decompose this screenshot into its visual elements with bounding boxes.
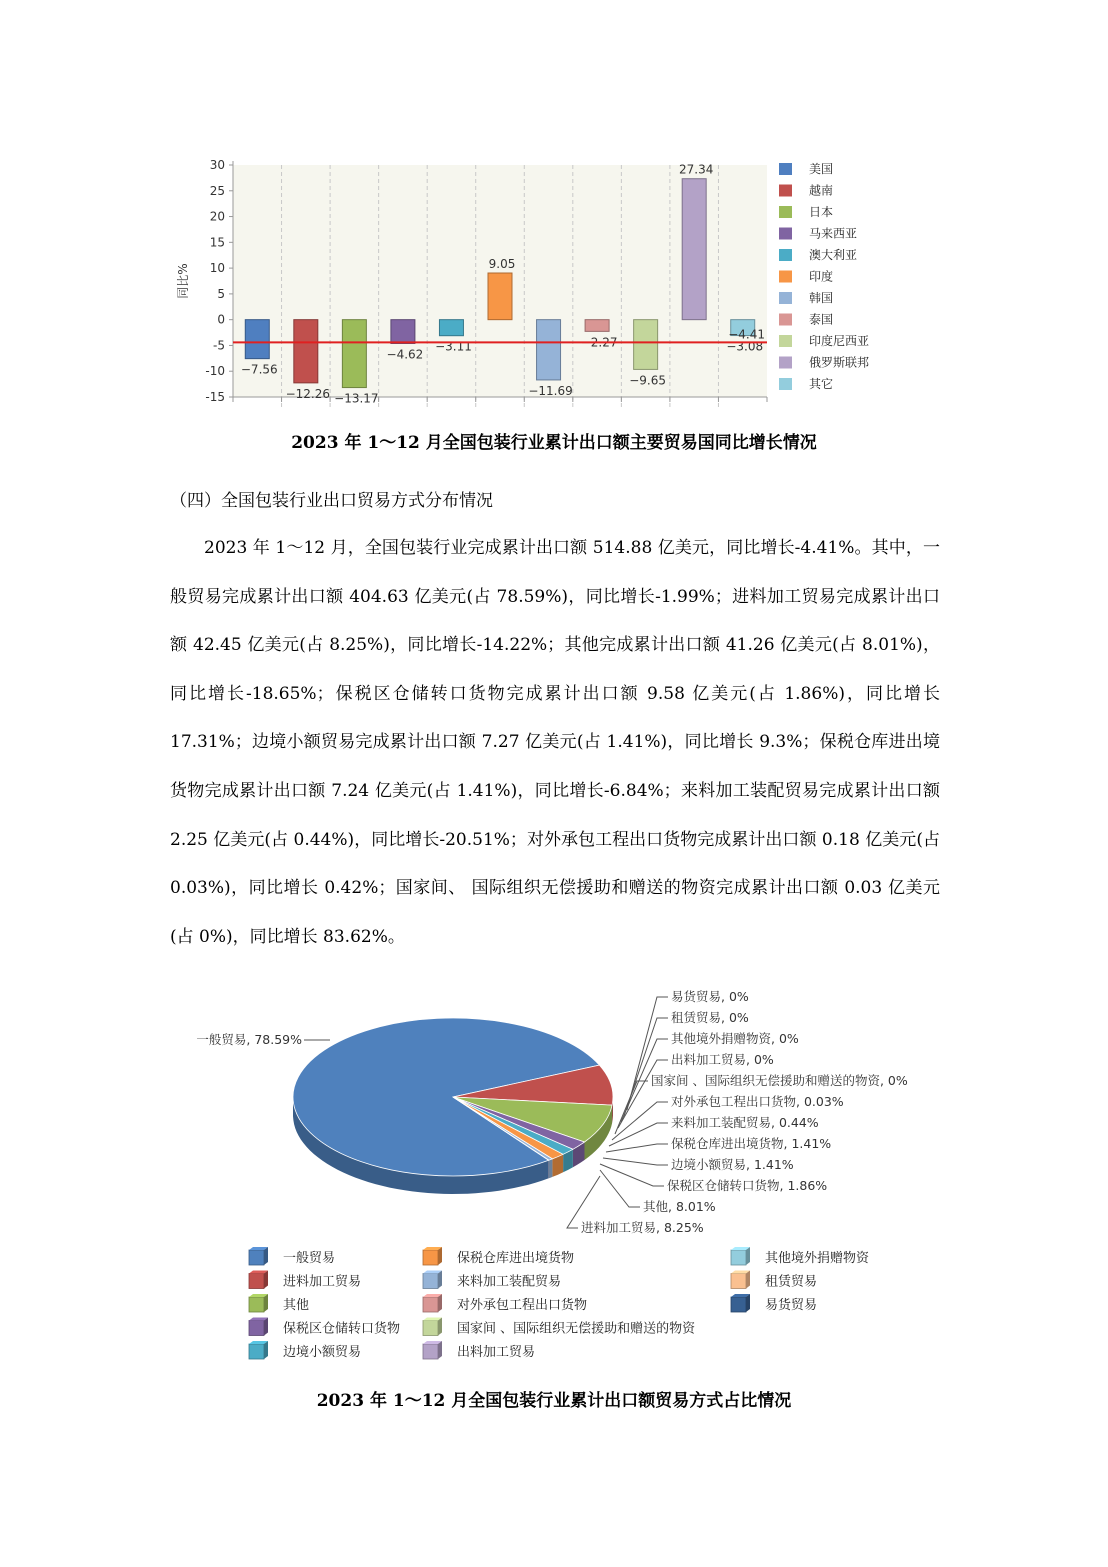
- bar-俄罗斯联邦: [682, 179, 706, 320]
- bar-韩国: [537, 320, 561, 380]
- legend-item-印度: 印度: [809, 269, 834, 284]
- y-tick-label: 20: [209, 209, 225, 224]
- pie-label-出料加工贸易: 出料加工贸易, 0%: [671, 1052, 774, 1067]
- legend-swatch: [249, 1250, 264, 1265]
- bar-data-label: −11.69: [528, 383, 573, 398]
- bar-印度: [488, 273, 512, 320]
- pie-label-进料加工贸易: 进料加工贸易, 8.25%: [581, 1220, 704, 1235]
- bar-data-label: −7.56: [240, 362, 278, 377]
- y-tick-label: -5: [213, 338, 225, 353]
- bar-data-label: −4.62: [386, 347, 424, 362]
- legend-item-易货贸易: 易货贸易: [765, 1298, 818, 1313]
- legend-item-韩国: 韩国: [809, 291, 834, 305]
- legend-item-来料加工装配贸易: 来料加工装配贸易: [457, 1274, 562, 1290]
- legend-swatch-side: [746, 1247, 750, 1265]
- legend-item-泰国: 泰国: [809, 312, 834, 327]
- bar-印度尼西亚: [634, 320, 658, 370]
- bar-chart-caption: 2023 年 1～12 月全国包装行业累计出口额主要贸易国同比增长情况: [291, 433, 817, 453]
- legend-item-日本: 日本: [809, 205, 834, 219]
- pie-chart: [165, 980, 955, 1375]
- legend-item-澳大利亚: 澳大利亚: [809, 248, 858, 262]
- legend-swatch: [249, 1344, 264, 1359]
- legend-swatch: [731, 1297, 746, 1312]
- section-heading: （四）全国包装行业出口贸易方式分布情况: [170, 491, 493, 511]
- legend-swatch-side: [438, 1294, 442, 1312]
- pie-leader-line: [624, 1018, 668, 1116]
- legend-swatch-side: [438, 1271, 442, 1289]
- bar-data-label: −3.08: [726, 339, 764, 354]
- legend-swatch: [779, 357, 792, 369]
- bar-data-label: 27.34: [679, 162, 714, 177]
- legend-swatch-side: [264, 1341, 268, 1359]
- pie-leader-line: [600, 1170, 640, 1207]
- legend-swatch-side: [746, 1271, 750, 1289]
- legend-swatch: [423, 1344, 438, 1359]
- bar-data-label: 9.05: [488, 257, 516, 272]
- y-tick-label: 0: [217, 312, 225, 327]
- legend-item-保税仓库进出境货物: 保税仓库进出境货物: [457, 1251, 575, 1266]
- pie-label-其他境外捐赠物资: 其他境外捐赠物资, 0%: [671, 1031, 799, 1046]
- legend-item-越南: 越南: [809, 183, 834, 198]
- y-tick-label: 15: [209, 235, 225, 250]
- pie-leader-line: [615, 1081, 648, 1134]
- pie-label-一般贸易: 一般贸易, 78.59%: [196, 1032, 302, 1047]
- bar-美国: [245, 320, 269, 359]
- legend-item-其他: 其他: [283, 1298, 310, 1313]
- legend-swatch: [423, 1297, 438, 1312]
- legend-item-马来西亚: 马来西亚: [809, 226, 858, 241]
- y-tick-label: 10: [209, 261, 225, 276]
- bar-data-label: −13.17: [334, 391, 379, 406]
- bar-data-label: −9.65: [629, 373, 667, 388]
- legend-swatch: [249, 1297, 264, 1312]
- legend-item-出料加工贸易: 出料加工贸易: [457, 1345, 536, 1360]
- y-tick-label: 5: [217, 286, 225, 301]
- legend-swatch: [249, 1321, 264, 1336]
- pie-label-保税仓库进出境货物: 保税仓库进出境货物, 1.41%: [671, 1136, 832, 1151]
- y-tick-label: -15: [205, 390, 225, 404]
- body-paragraph: 2023 年 1～12 月，全国包装行业完成累计出口额 514.88 亿美元，同比增长-4.41%。其中，一般贸易完成累计出口额 404.63 亿美元(占 78.59%)，同比增长-1.99%；进料加工贸易完成累计出口额 42.45 亿美元(占 8.25%)，同比增长-14.22%；其他完成累计出口额 41.26 亿美元(占 8.01%)，同比增长-18.65%；保税区仓储转口货物完成累计出口额 9.58 亿美元(占 1.86%)，同比增长 17.31%；边境小额贸易完成累计出口额 7.27 亿美元(占 1.41%)，同比增长 9.3%；保税仓库进出境货物完成累计出口额 7.24 亿美元(占 1.41%)，同比增长-6.84%；来料加工装配贸易完成累计出口额 2.25 亿美元(占 0.44%)，同比增长-20.51%；对外承包工程出口货物完成累计出口额 0.18 亿美元(占 0.03%)，同比增长 0.42%；国家间、 国际组织无偿援助和赠送的物资完成累计出口额 0.03 亿美元(占 0%)，同比增长 83.62%。: [170, 538, 940, 947]
- pie-label-易货贸易: 易货贸易, 0%: [671, 989, 749, 1004]
- legend-swatch-side: [264, 1294, 268, 1312]
- pie-label-国家间 、国际组织无偿援助和赠送的物资: 国家间 、国际组织无偿援助和赠送的物资, 0%: [651, 1073, 908, 1088]
- pie-label-保税区仓储转口货物: 保税区仓储转口货物, 1.86%: [667, 1178, 828, 1193]
- legend-swatch: [779, 249, 792, 261]
- legend-swatch-side: [264, 1271, 268, 1289]
- legend-item-对外承包工程出口货物: 对外承包工程出口货物: [457, 1298, 588, 1313]
- legend-item-一般贸易: 一般贸易: [283, 1251, 336, 1266]
- bar-data-label: −2.27: [580, 335, 618, 350]
- legend-swatch: [249, 1274, 264, 1289]
- bar-越南: [294, 320, 318, 383]
- pie-leader-line: [603, 1158, 668, 1165]
- legend-item-保税区仓储转口货物: 保税区仓储转口货物: [283, 1321, 401, 1337]
- legend-swatch: [779, 292, 792, 304]
- pie-chart-caption: 2023 年 1～12 月全国包装行业累计出口额贸易方式占比情况: [316, 1391, 792, 1411]
- legend-item-边境小额贸易: 边境小额贸易: [283, 1345, 362, 1360]
- bar-马来西亚: [391, 320, 415, 344]
- legend-item-进料加工贸易: 进料加工贸易: [283, 1274, 362, 1290]
- y-tick-label: 30: [209, 158, 225, 172]
- legend-item-美国: 美国: [809, 162, 834, 176]
- legend-swatch: [779, 185, 792, 197]
- legend-item-租赁贸易: 租赁贸易: [765, 1274, 818, 1290]
- y-tick-label: 25: [209, 183, 225, 198]
- legend-swatch: [423, 1274, 438, 1289]
- legend-swatch: [779, 163, 792, 175]
- legend-swatch-side: [746, 1294, 750, 1312]
- legend-item-其它: 其它: [809, 377, 834, 391]
- legend-swatch: [423, 1250, 438, 1265]
- pie-label-边境小额贸易: 边境小额贸易, 1.41%: [671, 1157, 794, 1172]
- legend-swatch: [779, 228, 792, 240]
- bar-澳大利亚: [439, 320, 463, 336]
- average-line-label: −4.41: [728, 327, 765, 342]
- pie-label-租赁贸易: 租赁贸易, 0%: [671, 1010, 749, 1025]
- legend-item-其他境外捐赠物资: 其他境外捐赠物资: [765, 1251, 870, 1266]
- legend-swatch-side: [264, 1247, 268, 1265]
- pie-label-来料加工装配贸易: 来料加工装配贸易, 0.44%: [671, 1115, 819, 1130]
- legend-item-印度尼西亚: 印度尼西亚: [809, 334, 870, 348]
- pie-leader-line: [606, 1144, 668, 1152]
- bar-日本: [342, 320, 366, 388]
- bar-chart: [165, 150, 885, 420]
- legend-swatch-side: [438, 1318, 442, 1336]
- bar-泰国: [585, 320, 609, 332]
- pie-label-对外承包工程出口货物: 对外承包工程出口货物, 0.03%: [671, 1094, 844, 1109]
- legend-swatch: [779, 314, 792, 326]
- legend-swatch-side: [264, 1318, 268, 1336]
- bar-data-label: −12.26: [285, 386, 331, 401]
- pie-label-其他: 其他, 8.01%: [643, 1199, 716, 1214]
- y-tick-label: -10: [205, 364, 225, 379]
- legend-swatch-side: [438, 1247, 442, 1265]
- pie-side-来料加工装配贸易: [549, 1159, 553, 1178]
- legend-item-国家间 、国际组织无偿援助和赠送的物资: 国家间 、国际组织无偿援助和赠送的物资: [457, 1321, 696, 1337]
- legend-swatch: [779, 271, 792, 283]
- bar-data-label: −3.11: [435, 339, 472, 354]
- legend-swatch: [423, 1321, 438, 1336]
- legend-swatch: [779, 335, 792, 347]
- legend-item-俄罗斯联邦: 俄罗斯联邦: [809, 355, 870, 370]
- legend-swatch: [779, 378, 792, 390]
- legend-swatch: [731, 1250, 746, 1265]
- y-axis-label: 同比%: [176, 263, 190, 299]
- legend-swatch: [779, 206, 792, 218]
- legend-swatch-side: [438, 1341, 442, 1359]
- legend-swatch: [731, 1274, 746, 1289]
